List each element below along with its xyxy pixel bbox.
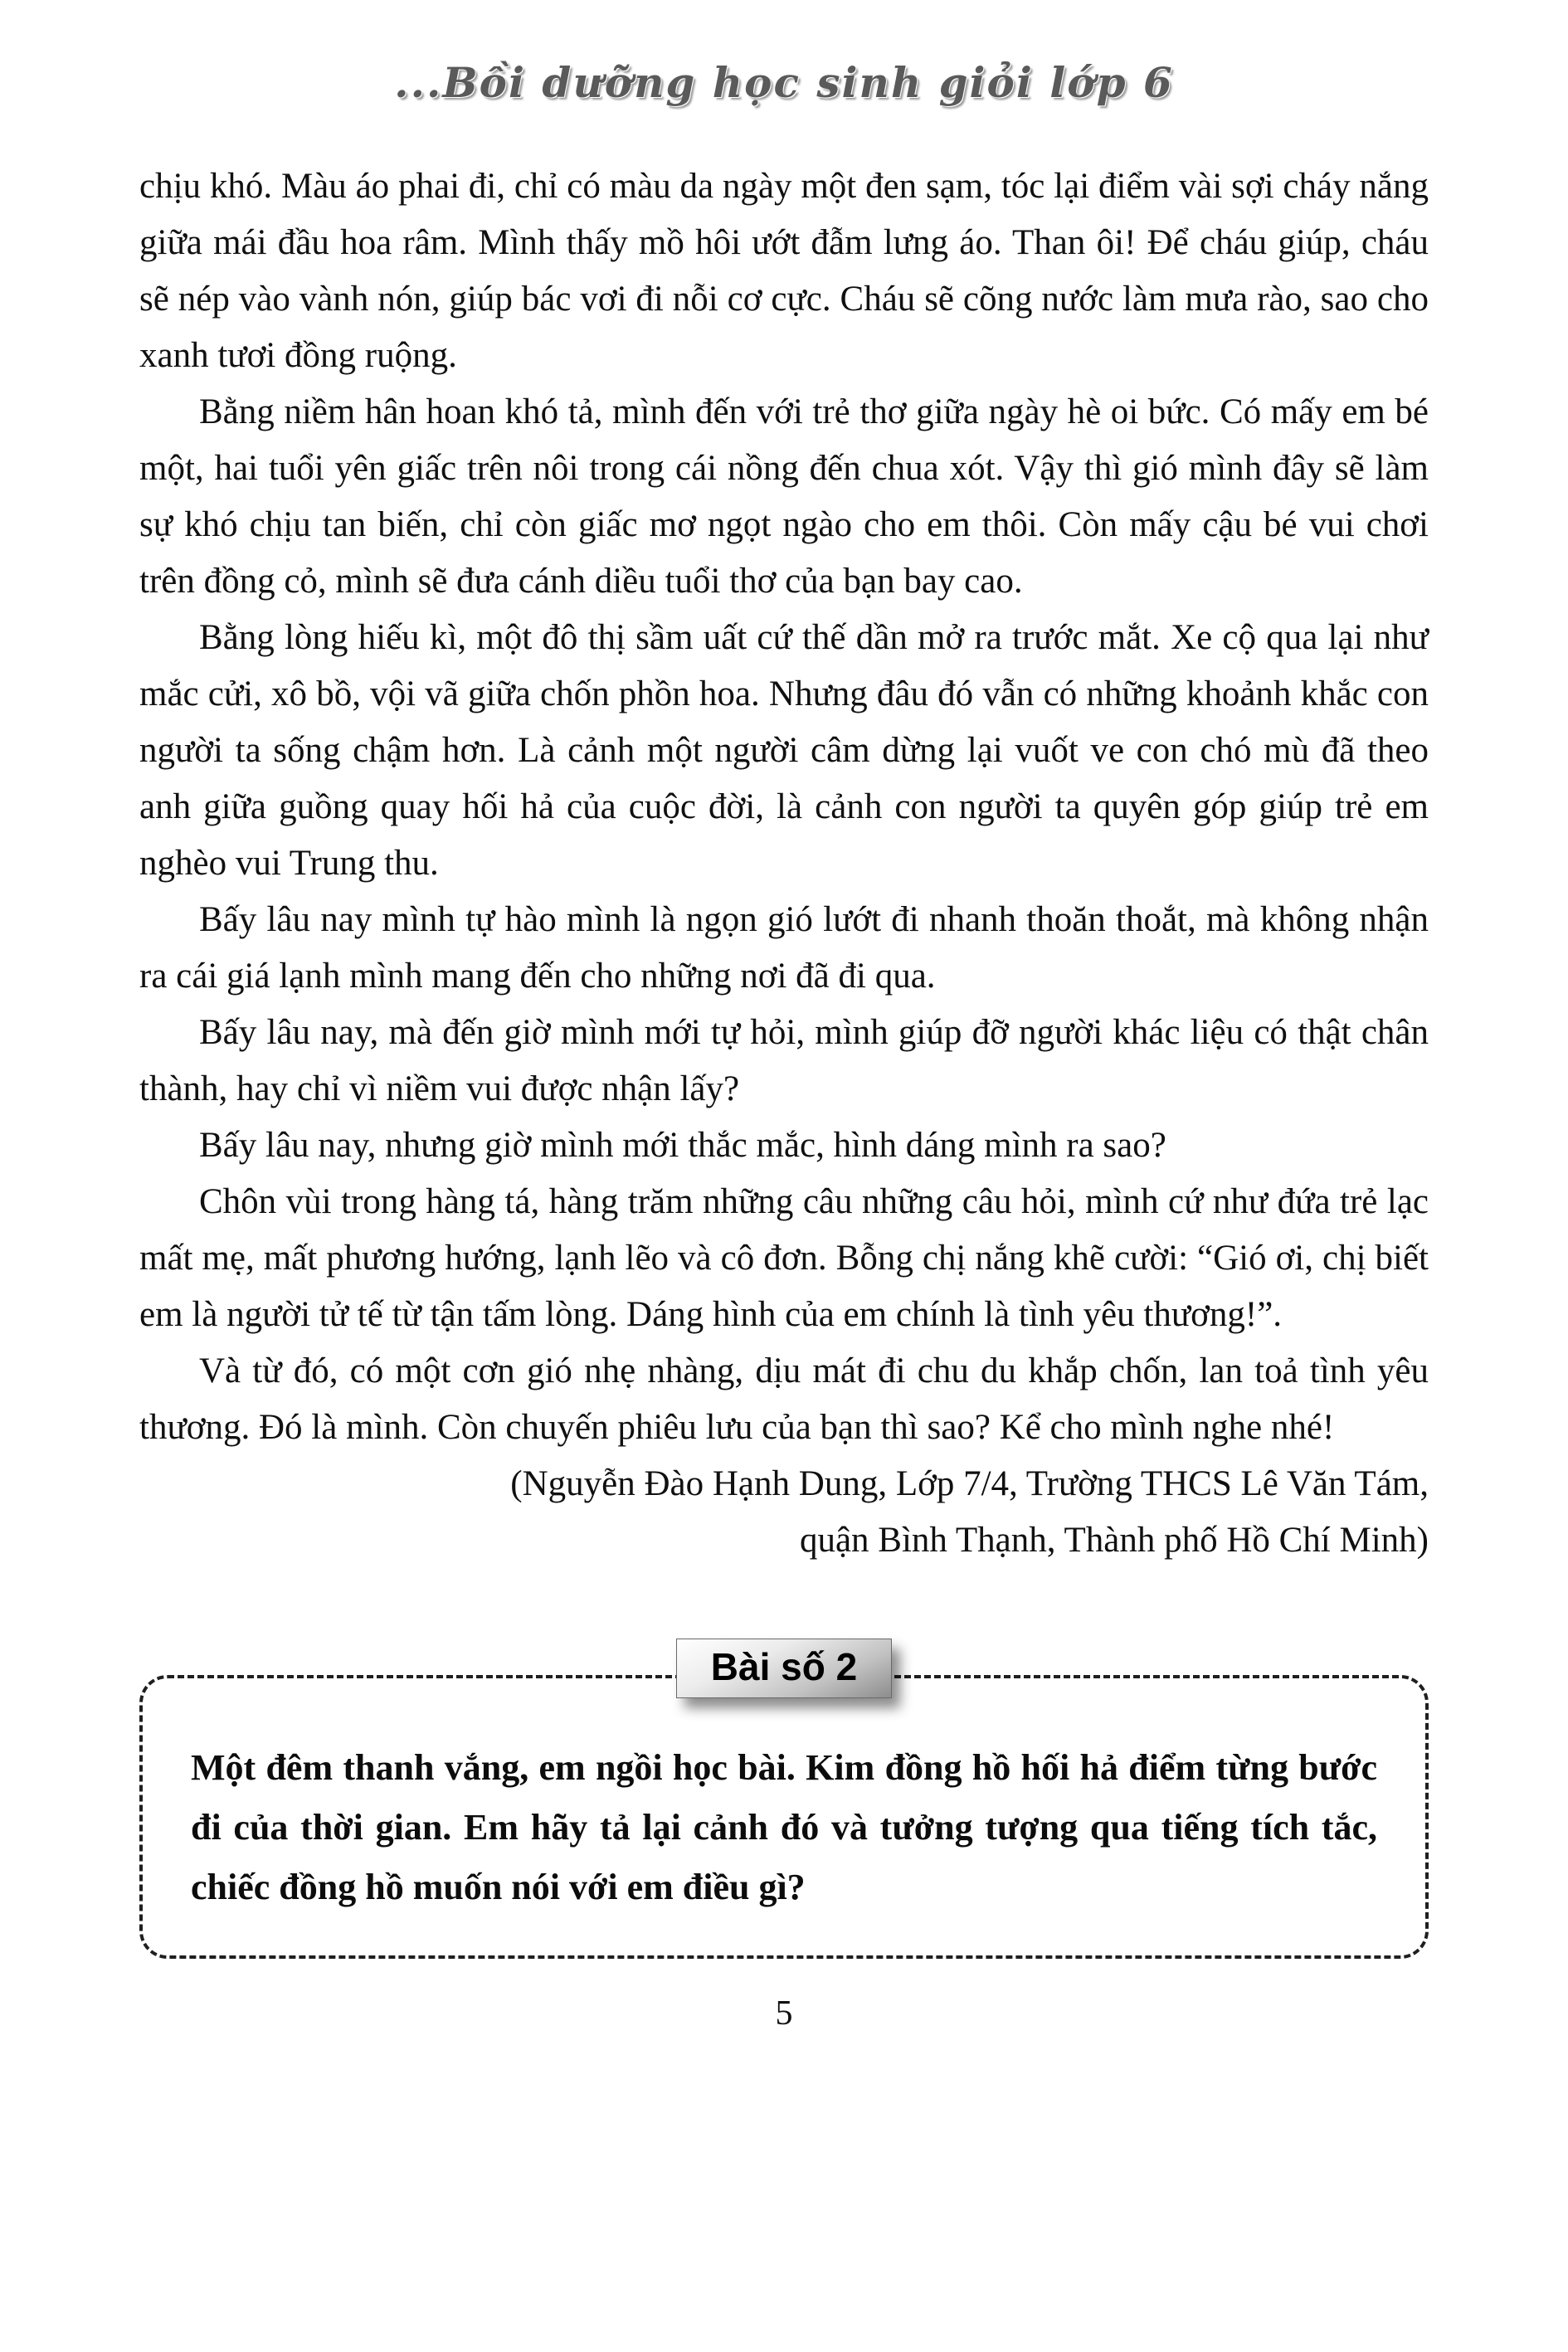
running-header: ...Bồi dưỡng học sinh giỏi lớp 6 (394, 58, 1174, 107)
body-paragraph: Bấy lâu nay mình tự hào mình là ngọn gió lướt đi nhanh thoăn thoắt, mà không nhận ra cái giá lạnh mình mang đến cho những nơi đã đi qua. (139, 900, 1429, 996)
exercise-prompt: Một đêm thanh vắng, em ngồi học bài. Kim đồng hồ hối hả điểm từng bước đi của thời gian. Em hãy tả lại cảnh đó và tưởng tượng qua tiếng tích tắc, chiếc đồng hồ muốn nói với em điều gì? (191, 1747, 1377, 1907)
page-number: 5 (775, 1994, 793, 2033)
exercise-number-badge: Bài số 2 (676, 1639, 892, 1698)
article-body (139, 158, 1429, 1569)
exercise-box (139, 1645, 1429, 1959)
attribution-line: quận Bình Thạnh, Thành phố Hồ Chí Minh) (799, 1521, 1429, 1560)
body-paragraph: chịu khó. Màu áo phai đi, chỉ có màu da ngày một đen sạm, tóc lại điểm vài sợi cháy nắng giữa mái đầu hoa râm. Mình thấy mồ hôi ướt đẫm lưng áo. Than ôi! Để cháu giúp, cháu sẽ nép vào vành nón, giúp bác vơi đi nỗi cơ cực. Cháu sẽ cõng nước làm mưa rào, sao cho xanh tươi đồng ruộng. (139, 167, 1429, 375)
body-paragraph: Và từ đó, có một cơn gió nhẹ nhàng, dịu mát đi chu du khắp chốn, lan toả tình yêu thương. Đó là mình. Còn chuyến phiêu lưu của bạn thì sao? Kể cho mình nghe nhé! (139, 1351, 1429, 1447)
body-paragraph: Bằng niềm hân hoan khó tả, mình đến với trẻ thơ giữa ngày hè oi bức. Có mấy em bé một, hai tuổi yên giấc trên nôi trong cái nồng đến chua xót. Vậy thì gió mình đây sẽ làm sự khó chịu tan biến, chỉ còn giấc mơ ngọt ngào cho em thôi. Còn mấy cậu bé vui chơi trên đồng cỏ, mình sẽ đưa cánh diều tuổi thơ của bạn bay cao. (139, 392, 1429, 601)
body-paragraph: Bằng lòng hiếu kì, một đô thị sầm uất cứ thế dần mở ra trước mắt. Xe cộ qua lại như mắc cửi, xô bồ, vội vã giữa chốn phồn hoa. Nhưng đâu đó vẫn có những khoảnh khắc con người ta sống chậm hơn. Là cảnh một người câm dừng lại vuốt ve con chó mù đã theo anh giữa guồng quay hối hả của cuộc đời, là cảnh con người ta quyên góp giúp trẻ em nghèo vui Trung thu. (139, 618, 1429, 883)
exercise-dashed-border (139, 1675, 1429, 1959)
attribution-line: (Nguyễn Đào Hạnh Dung, Lớp 7/4, Trường THCS Lê Văn Tám, (510, 1464, 1429, 1503)
body-paragraph: Bấy lâu nay, nhưng giờ mình mới thắc mắc, hình dáng mình ra sao? (199, 1126, 1166, 1165)
body-paragraph: Bấy lâu nay, mà đến giờ mình mới tự hỏi, mình giúp đỡ người khác liệu có thật chân thành, hay chỉ vì niềm vui được nhận lấy? (139, 1013, 1429, 1108)
body-paragraph: Chôn vùi trong hàng tá, hàng trăm những câu những câu hỏi, mình cứ như đứa trẻ lạc mất mẹ, mất phương hướng, lạnh lẽo và cô đơn. Bỗng chị nắng khẽ cười: “Gió ơi, chị biết em là người tử tế từ tận tấm lòng. Dáng hình của em chính là tình yêu thương!”. (139, 1182, 1429, 1334)
